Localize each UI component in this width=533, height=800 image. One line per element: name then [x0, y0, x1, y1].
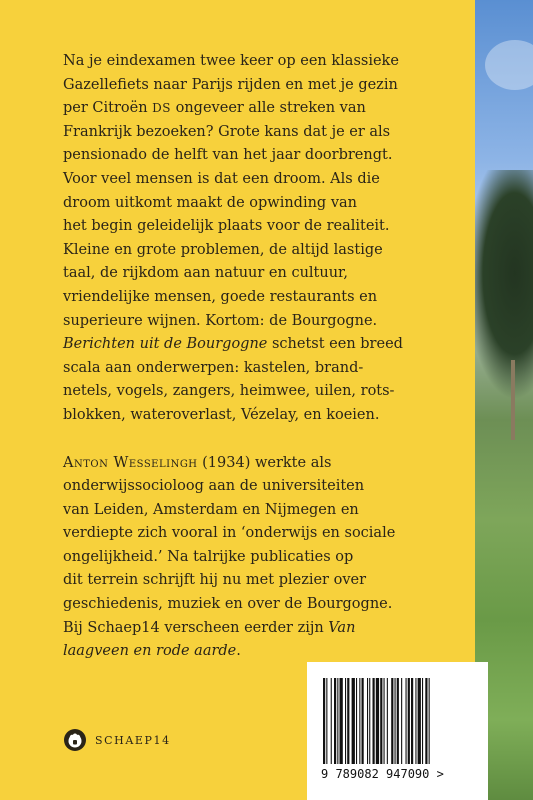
- barcode-bar: [418, 678, 421, 764]
- barcode-bar: [334, 678, 336, 764]
- isbn-number: [321, 767, 486, 781]
- earlier-book-title-italic: laagveen en rode aarde: [63, 643, 237, 660]
- text-line: blokken, wateroverlast, Vézelay, en koeien.: [63, 406, 380, 423]
- barcode-bar: [415, 678, 416, 764]
- barcode-bar: [356, 678, 357, 764]
- photo-fence-post: [511, 360, 515, 440]
- barcode-bar: [391, 678, 393, 764]
- car-model-text: DS: [152, 101, 171, 116]
- barcode-bar: [422, 678, 423, 764]
- sheep-logo-icon: [63, 728, 87, 752]
- text-line: scala aan onderwerpen: kastelen, brand-: [63, 359, 364, 376]
- blurb-paragraph-2: [63, 452, 478, 664]
- blurb-paragraph-1: [63, 50, 478, 428]
- barcode-bar: [408, 678, 410, 764]
- publisher-mark: [63, 728, 171, 752]
- text-run: (1934) werkte als: [197, 454, 332, 471]
- text-line: verdiepte zich vooral in ‘onderwijs en sociale: [63, 525, 396, 542]
- text-run: per Citroën: [63, 100, 153, 117]
- text-run: ongeveer alle streken van: [171, 100, 366, 117]
- text-line: netels, vogels, zangers, heimwee, uilen, rots-: [63, 383, 395, 400]
- barcode-bar: [347, 678, 349, 764]
- text-line: van Leiden, Amsterdam en Nijmegen en: [63, 501, 359, 518]
- text-line: [63, 97, 478, 121]
- blurb-text: [63, 50, 478, 664]
- barcode-bar: [331, 678, 332, 764]
- barcode-bar: [387, 678, 388, 764]
- barcode-bar: [384, 678, 385, 764]
- barcode-bar: [395, 678, 396, 764]
- barcode-bar: [406, 678, 407, 764]
- barcode-bar: [326, 678, 327, 764]
- text-line: het begin geleidelijk plaats voor de realiteit.: [63, 218, 390, 235]
- text-line: pensionado de helft van het jaar doorbrengt.: [63, 147, 393, 164]
- isbn-digits-text: 9 789082 947090: [321, 767, 430, 781]
- barcode-bars: [321, 678, 481, 768]
- barcode-bar: [362, 678, 364, 764]
- isbn-arrow: >: [436, 767, 444, 781]
- paragraph-gap: [63, 428, 478, 452]
- text-line: Voor veel mensen is dat een droom. Als die: [63, 170, 380, 187]
- barcode-bar: [352, 678, 355, 764]
- text-line: dit terrein schrijft hij nu met plezier over: [63, 572, 367, 589]
- barcode-bar: [380, 678, 382, 764]
- photo-tree: [475, 170, 533, 400]
- text-line: superieure wijnen. Kortom: de Bourgogne.: [63, 312, 378, 329]
- author-name: Anton Wesselingh: [63, 454, 198, 471]
- text-run: Bij Schaep14 verscheen eerder zijn: [63, 619, 329, 636]
- text-line: [63, 617, 478, 641]
- barcode-bar: [359, 678, 360, 764]
- earlier-book-title-italic: Van: [328, 619, 356, 636]
- isbn-barcode: [307, 662, 488, 800]
- barcode-bar: [337, 678, 338, 764]
- text-line: [63, 452, 478, 476]
- barcode-bar: [429, 678, 430, 764]
- text-run: .: [236, 643, 241, 660]
- publisher-name: SCHAEP14: [95, 733, 171, 747]
- text-line: Gazellefiets naar Parijs rijden en met je gezin: [63, 76, 398, 93]
- barcode-bar: [367, 678, 368, 764]
- barcode-bar: [401, 678, 402, 764]
- text-line: onderwijssocioloog aan de universiteiten: [63, 478, 365, 495]
- text-run: schetst een breed: [267, 336, 403, 353]
- barcode-bar: [340, 678, 343, 764]
- text-line: Kleine en grote problemen, de altijd lastige: [63, 241, 383, 258]
- barcode-bar: [397, 678, 399, 764]
- text-line: [63, 640, 478, 664]
- text-line: geschiedenis, muziek en over de Bourgogne.: [63, 596, 393, 613]
- book-title-italic: Berichten uit de Bourgogne: [63, 336, 268, 353]
- barcode-bar: [345, 678, 346, 764]
- barcode-bar: [376, 678, 379, 764]
- text-line: Na je eindexamen twee keer op een klassieke: [63, 53, 399, 69]
- text-line: droom uitkomt maakt de opwinding van: [63, 194, 357, 211]
- barcode-bar: [323, 678, 325, 764]
- text-line: [63, 333, 478, 357]
- photo-cloud: [485, 40, 533, 90]
- text-line: Frankrijk bezoeken? Grote kans dat je er als: [63, 123, 391, 140]
- barcode-bar: [411, 678, 413, 764]
- barcode-bar: [369, 678, 370, 764]
- text-line: vriendelijke mensen, goede restaurants en: [63, 288, 378, 305]
- text-line: ongelijkheid.’ Na talrijke publicaties op: [63, 548, 354, 565]
- barcode-bar: [425, 678, 427, 764]
- text-line: taal, de rijkdom aan natuur en cultuur,: [63, 265, 349, 282]
- barcode-bar: [373, 678, 375, 764]
